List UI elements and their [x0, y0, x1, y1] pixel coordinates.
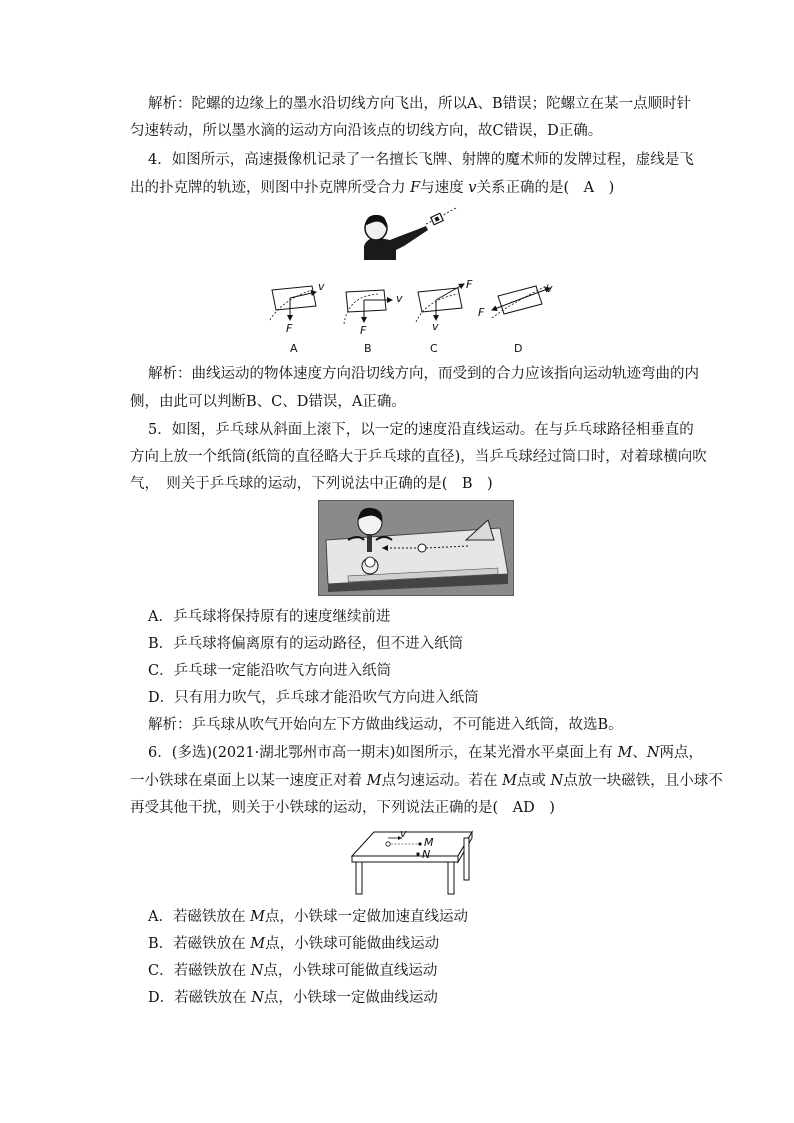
choice-a-v-label: v — [318, 280, 325, 293]
choice-c-v-label: v — [432, 320, 439, 333]
table-v-label: v — [400, 827, 407, 840]
q5-option-c: C．乒乓球一定能沿吹气方向进入纸筒 — [148, 663, 392, 679]
q4-stem-line-1: 4．如图所示，高速摄像机记录了一名擅长飞牌、射牌的魔术师的发牌过程，虚线是飞 — [148, 152, 694, 168]
q5-stem-line-3: 气， 则关于乒乓球的运动，下列说法中正确的是( B ) — [130, 476, 493, 492]
q6-stem-line-1: 6．(多选)(2021·湖北鄂州市高一期末)如图所示，在某光滑水平桌面上有 M、N两点， — [148, 745, 704, 761]
q5-option-a: A．乒乓球将保持原有的速度继续前进 — [148, 609, 391, 625]
choice-a-diagram — [270, 286, 316, 320]
q6-option-b: B．若磁铁放在 M点，小铁球可能做曲线运动 — [148, 936, 440, 952]
q4-analysis-line-1: 解析：曲线运动的物体速度方向沿切线方向，而受到的合力应该指向运动轨迹弯曲的内 — [148, 366, 699, 382]
choice-b-f-label: F — [360, 324, 367, 337]
choice-a-f-label: F — [286, 322, 293, 335]
q6-stem-line-2: 一小铁球在桌面上以某一速度正对着 M点匀速运动。若在 M点或 N点放一块磁铁，且小球不 — [130, 773, 723, 789]
q6-option-d: D．若磁铁放在 N点，小铁球一定做曲线运动 — [148, 990, 438, 1006]
table-m-label: M — [424, 836, 434, 849]
table-n-label: N — [422, 848, 431, 861]
q6-stem-line-3: 再受其他干扰，则关于小铁球的运动，下列说法正确的是( AD ) — [130, 800, 555, 816]
table-figure — [348, 826, 478, 898]
ping-pong-photo — [318, 500, 514, 596]
choice-b-v-label: v — [396, 292, 403, 305]
q4-analysis-line-2: 侧，由此可以判断B、C、D错误，A正确。 — [130, 394, 406, 410]
q6-option-c: C．若磁铁放在 N点，小铁球可能做直线运动 — [148, 963, 438, 979]
choice-b-diagram — [344, 290, 392, 324]
q5-analysis: 解析：乒乓球从吹气开始向左下方做曲线运动，不可能进入纸筒，故选B。 — [148, 717, 623, 733]
q4-stem-line-2: 出的扑克牌的轨迹，则图中扑克牌所受合力 F与速度 v关系正确的是( A ) — [130, 180, 615, 196]
q5-option-d: D．只有用力吹气，乒乓球才能沿吹气方向进入纸筒 — [148, 690, 479, 706]
choice-a-label: A — [290, 342, 298, 355]
q5-option-b: B．乒乓球将偏离原有的运动路径，但不进入纸筒 — [148, 636, 464, 652]
q6-option-a: A．若磁铁放在 M点，小铁球一定做加速直线运动 — [148, 909, 468, 925]
q5-stem-line-1: 5．如图，乒乓球从斜面上滚下，以一定的速度沿直线运动。在与乒乓球路径相垂直的 — [148, 422, 694, 438]
analysis-3-line-2: 匀速转动，所以墨水滴的运动方向沿该点的切线方向，故C错误，D正确。 — [130, 123, 603, 139]
choice-d-f-label: F — [478, 306, 485, 319]
choice-c-f-label: F — [466, 278, 473, 291]
choice-d-v-label: v — [546, 282, 553, 295]
analysis-3-line-1: 解析：陀螺的边缘上的墨水沿切线方向飞出，所以A、B错误；陀螺立在某一点顺时针 — [148, 96, 692, 112]
choice-d-diagram — [492, 284, 550, 318]
magician-figure — [356, 206, 460, 262]
q5-stem-line-2: 方向上放一个纸筒(纸筒的直径略大于乒乓球的直径)，当乒乓球经过筒口时，对着球横向吹 — [130, 449, 707, 465]
choice-d-label: D — [514, 342, 523, 355]
choice-b-label: B — [364, 342, 372, 355]
choice-c-diagram — [416, 284, 464, 322]
choice-c-label: C — [430, 342, 438, 355]
